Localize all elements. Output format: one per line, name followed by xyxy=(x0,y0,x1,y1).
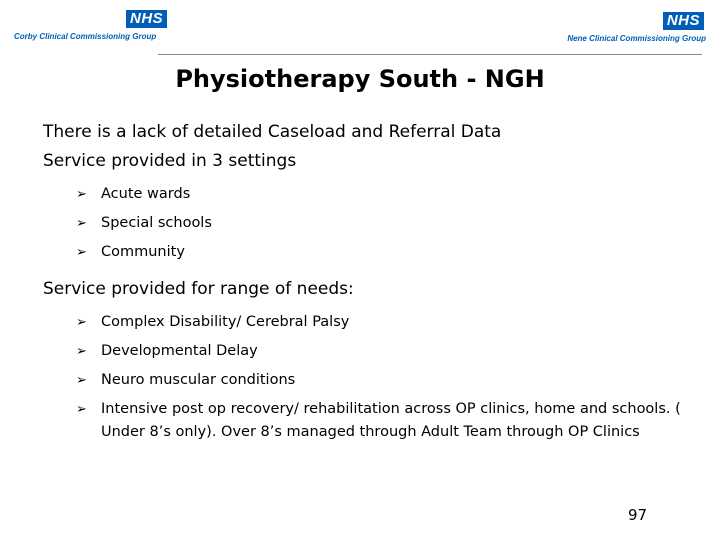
list-item xyxy=(43,308,683,337)
page-number: 97 xyxy=(628,506,648,524)
nhs-badge-left: NHS xyxy=(126,10,167,28)
settings-heading: Service provided in 3 settings xyxy=(43,151,297,171)
slide-content xyxy=(43,118,683,452)
settings-list xyxy=(43,180,683,267)
need-label: Developmental Delay xyxy=(101,343,258,359)
need-label: Complex Disability/ Cerebral Palsy xyxy=(101,314,350,330)
needs-heading: Service provided for range of needs: xyxy=(43,279,354,299)
arrow-bullet-icon: ➢ xyxy=(76,187,87,202)
setting-label: Special schools xyxy=(101,215,212,231)
list-item xyxy=(43,180,683,209)
arrow-bullet-icon: ➢ xyxy=(76,216,87,231)
list-item xyxy=(43,209,683,238)
nene-ccg-name: Nene Clinical Commissioning Group xyxy=(567,34,706,43)
arrow-bullet-icon: ➢ xyxy=(76,373,87,388)
arrow-bullet-icon: ➢ xyxy=(76,344,87,359)
list-item xyxy=(43,238,683,267)
list-item xyxy=(43,366,683,395)
header-divider xyxy=(158,54,702,55)
needs-list xyxy=(43,308,683,444)
arrow-bullet-icon: ➢ xyxy=(76,315,87,330)
corby-ccg-name: Corby Clinical Commissioning Group xyxy=(14,32,157,41)
arrow-bullet-icon: ➢ xyxy=(76,402,87,417)
need-label: Neuro muscular conditions xyxy=(101,372,296,388)
arrow-bullet-icon: ➢ xyxy=(76,245,87,260)
setting-label: Community xyxy=(101,244,185,260)
caseload-data-statement: There is a lack of detailed Caseload and Referral Data xyxy=(43,122,502,142)
setting-label: Acute wards xyxy=(101,186,191,202)
need-label: Intensive post op recovery/ rehabilitation across OP clinics, home and schools. ( Under 8’s only). Over 8’s managed through Adult Team through OP Clinics xyxy=(101,401,681,440)
list-item xyxy=(43,395,683,444)
slide-title: Physiotherapy South - NGH xyxy=(175,65,545,93)
nhs-badge-right: NHS xyxy=(663,12,704,30)
list-item xyxy=(43,337,683,366)
